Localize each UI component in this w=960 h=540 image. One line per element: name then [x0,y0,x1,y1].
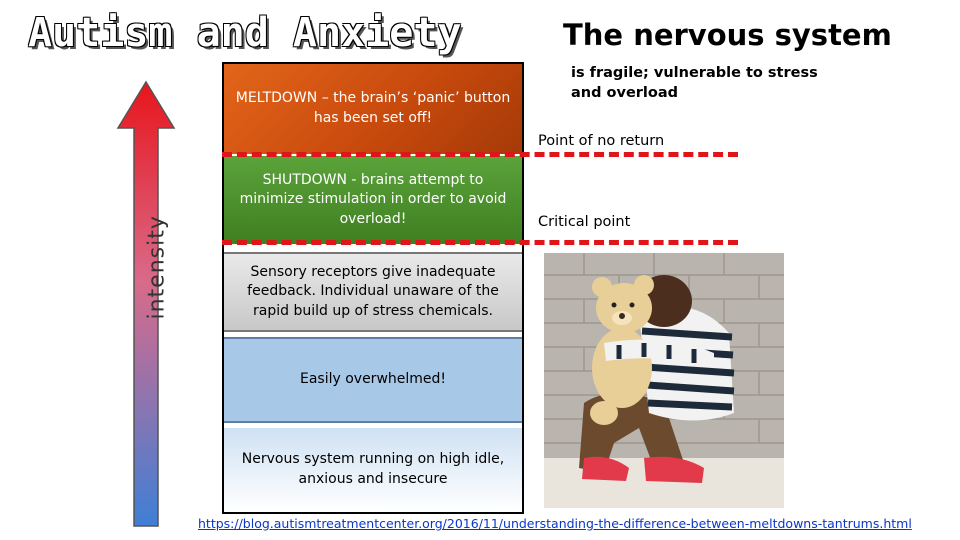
critical-point-line [222,240,738,245]
level-high-idle: Nervous system running on high idle, anxious and insecure [224,428,522,512]
intensity-axis-label: intensity [144,215,170,320]
level-overwhelmed: Easily overwhelmed! [224,337,522,423]
point-of-no-return-line [222,152,738,157]
nervous-system-description: is fragile; vulnerable to stress and overload [571,65,818,101]
level-meltdown: MELTDOWN – the brain’s ‘panic’ button has been set off! [224,64,522,154]
nervous-system-title: The nervous system [563,18,892,52]
level-sensory: Sensory receptors give inadequate feedback. Individual unaware of the rapid build up of stress chemicals. [224,252,522,332]
anxiety-level-stack [222,62,524,514]
source-link[interactable]: https://blog.autismtreatmentcenter.org/2016/11/understanding-the-difference-between-meltdowns-tantrums.html [198,516,912,531]
point-of-no-return-label: Point of no return [538,133,665,149]
slide-title: Autism and Anxiety [28,10,462,56]
child-with-teddy-bear-photo [544,253,784,508]
critical-point-label: Critical point [538,214,631,230]
level-shutdown: SHUTDOWN - brains attempt to minimize stimulation in order to avoid overload! [224,156,522,244]
